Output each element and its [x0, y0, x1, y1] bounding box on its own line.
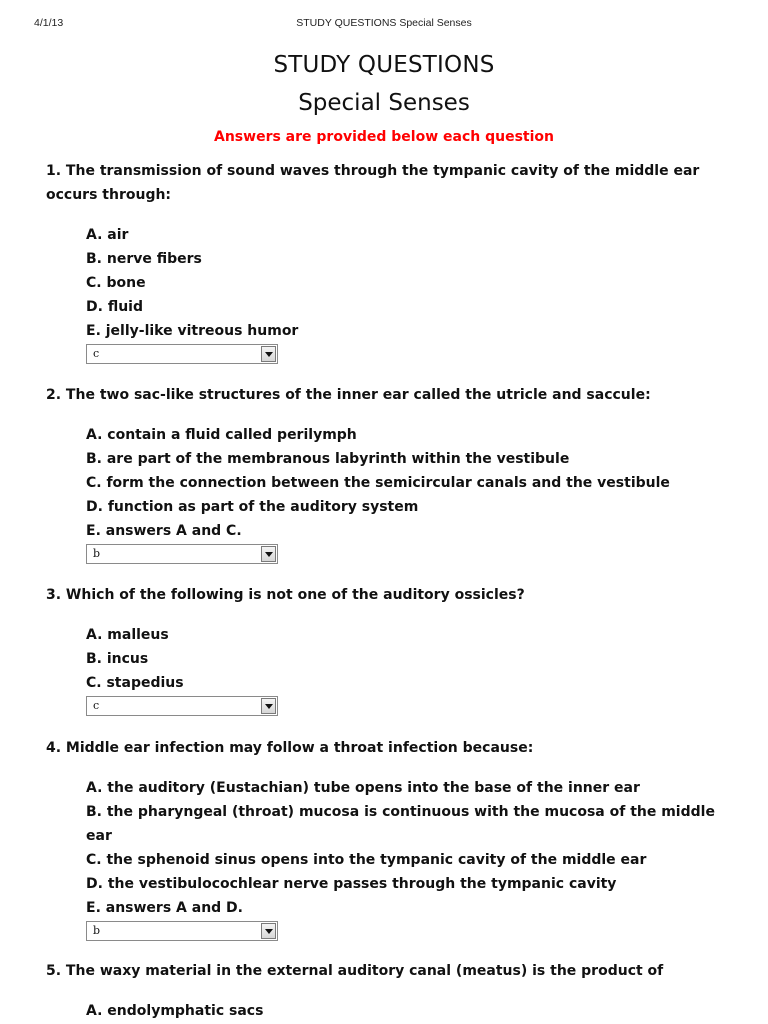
option-list [46, 423, 736, 543]
dropdown-arrow-icon[interactable] [261, 346, 276, 362]
answers-note: Answers are provided below each question [214, 129, 554, 145]
answer-select[interactable] [86, 696, 278, 716]
print-header [0, 17, 768, 31]
dropdown-arrow-icon[interactable] [261, 698, 276, 714]
option: B. are part of the membranous labyrinth within the vestibule [86, 451, 570, 467]
option-list [46, 776, 736, 920]
option: C. bone [86, 275, 146, 291]
answer-select[interactable] [86, 921, 278, 941]
option: A. endolymphatic sacs [86, 1003, 264, 1019]
question-3 [46, 583, 736, 716]
question-text: 5. The waxy material in the external auditory canal (meatus) is the product of [46, 963, 664, 979]
question-1 [46, 159, 736, 364]
option: A. the auditory (Eustachian) tube opens into the base of the inner ear [86, 780, 640, 796]
question-5 [46, 959, 736, 1023]
answer-select[interactable] [86, 544, 278, 564]
answer-select-value: c [93, 347, 100, 360]
option: A. contain a fluid called perilymph [86, 427, 357, 443]
question-text: 1. The transmission of sound waves through the tympanic cavity of the middle ear occurs through: [46, 163, 700, 203]
option-list [46, 623, 736, 695]
option-list [46, 223, 736, 343]
question-text: 4. Middle ear infection may follow a throat infection because: [46, 740, 534, 756]
option-list [46, 999, 736, 1023]
question-text: 2. The two sac-like structures of the inner ear called the utricle and saccule: [46, 387, 651, 403]
question-4 [46, 736, 736, 941]
page-title: STUDY QUESTIONS [273, 52, 495, 78]
option: E. jelly-like vitreous humor [86, 323, 299, 339]
option: D. the vestibulocochlear nerve passes through the tympanic cavity [86, 876, 617, 892]
option: B. nerve fibers [86, 251, 202, 267]
dropdown-arrow-icon[interactable] [261, 923, 276, 939]
option: B. incus [86, 651, 149, 667]
option: C. the sphenoid sinus opens into the tympanic cavity of the middle ear [86, 852, 647, 868]
page-subtitle: Special Senses [298, 90, 470, 116]
dropdown-arrow-icon[interactable] [261, 546, 276, 562]
title-block [0, 50, 768, 146]
answer-select[interactable] [86, 344, 278, 364]
question-2 [46, 383, 736, 564]
print-doc-title: STUDY QUESTIONS Special Senses [296, 17, 472, 29]
option: E. answers A and C. [86, 523, 242, 539]
option: C. form the connection between the semicircular canals and the vestibule [86, 475, 670, 491]
option: C. stapedius [86, 675, 184, 691]
option: A. malleus [86, 627, 169, 643]
option: D. function as part of the auditory system [86, 499, 419, 515]
print-date: 4/1/13 [34, 17, 64, 29]
option: E. answers A and D. [86, 900, 244, 916]
answer-select-value: c [93, 699, 100, 712]
option: A. air [86, 227, 129, 243]
option: D. fluid [86, 299, 143, 315]
answer-select-value: b [93, 924, 101, 937]
question-text: 3. Which of the following is not one of the auditory ossicles? [46, 587, 525, 603]
answer-select-value: b [93, 547, 101, 560]
option: B. the pharyngeal (throat) mucosa is continuous with the mucosa of the middle ear [86, 804, 715, 844]
